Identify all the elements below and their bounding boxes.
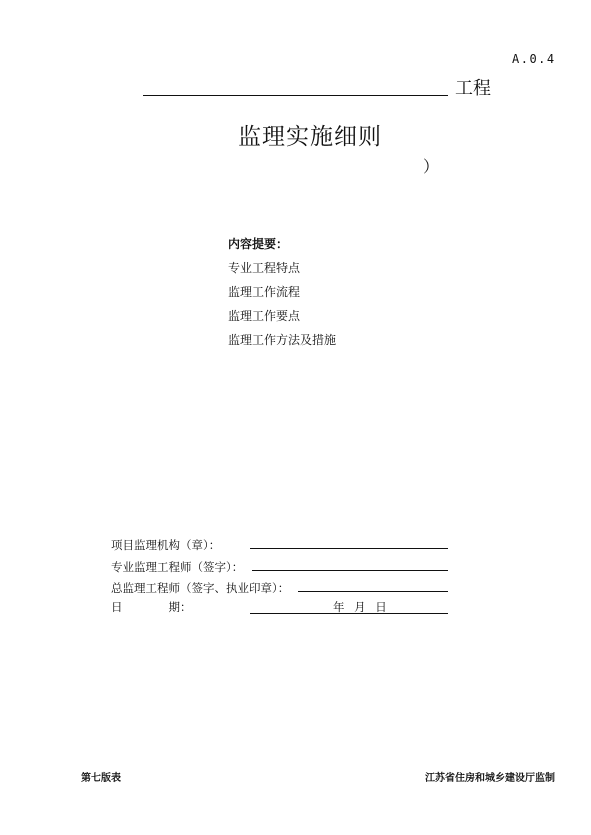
contents-item: 监理工作要点: [228, 309, 301, 323]
form-number: A.0.4: [512, 52, 556, 66]
signature-label-engineer: 专业监理工程师（签字）：: [111, 560, 244, 574]
signature-line-org: [250, 548, 448, 549]
document-title: 监理实施细则: [238, 124, 382, 150]
project-name-blank-line: [143, 95, 448, 96]
title-suffix: 工程: [455, 78, 491, 99]
footer-issuer: 江苏省住房和城乡建设厅监制: [425, 773, 555, 784]
contents-item: 监理工作方法及措施: [228, 333, 337, 347]
signature-label-chief: 总监理工程师（签字、执业印章）：: [111, 581, 290, 595]
signature-line-engineer: [252, 570, 448, 571]
contents-heading: 内容提要：: [228, 237, 289, 251]
signature-label-date: 日 期：: [111, 600, 192, 614]
contents-item: 监理工作流程: [228, 285, 301, 299]
date-suffix: 年 月 日: [333, 600, 387, 614]
signature-label-org: 项目监理机构（章）：: [111, 538, 221, 552]
contents-item: 专业工程特点: [228, 261, 301, 275]
closing-paren: ）: [423, 157, 440, 176]
signature-line-chief: [298, 591, 448, 592]
footer-edition: 第七版表: [81, 773, 121, 784]
